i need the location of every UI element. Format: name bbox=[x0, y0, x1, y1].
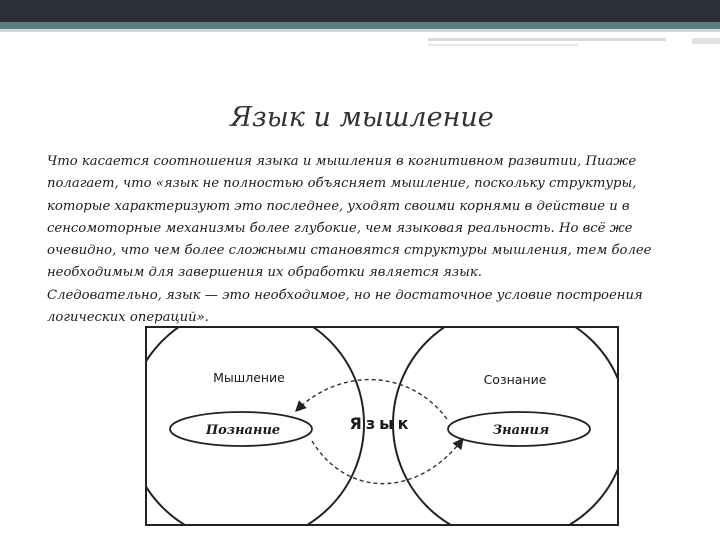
decorative-line bbox=[692, 38, 720, 44]
paragraph-line: которые характеризуют это последнее, уходят своими корнями в действие и в bbox=[47, 198, 630, 214]
body-paragraph bbox=[47, 151, 672, 329]
lower-arrow bbox=[312, 440, 462, 484]
venn-diagram bbox=[145, 326, 619, 526]
paragraph-line: сенсомоторные механизмы более глубокие, чем языковая реальность. Но всё же bbox=[47, 220, 633, 236]
decorative-line bbox=[428, 44, 578, 46]
diagram-svg bbox=[147, 328, 617, 524]
slide-title: Язык и мышление bbox=[230, 102, 494, 133]
paragraph-line: логических операций». bbox=[47, 310, 209, 326]
top-accent-stripe bbox=[0, 22, 720, 29]
right-circle-label: Сознание bbox=[483, 372, 547, 387]
paragraph-line: Следовательно, язык — это необходимое, но не достаточное условие построения bbox=[47, 287, 643, 303]
paragraph-line: очевидно, что чем более сложными становятся структуры мышления, тем более bbox=[47, 243, 652, 259]
center-label: Язык bbox=[349, 414, 413, 433]
left-circle-label: Мышление bbox=[213, 370, 285, 385]
decorative-line bbox=[428, 38, 666, 41]
right-ellipse-label: Знания bbox=[492, 423, 550, 438]
top-accent-stripe-light bbox=[0, 29, 720, 32]
left-ellipse-label: Познание bbox=[205, 423, 281, 438]
paragraph-line: полагает, что «язык не полностью объясняет мышление, поскольку структуры, bbox=[47, 176, 637, 192]
paragraph-line: необходимым для завершения их обработки является язык. bbox=[47, 265, 482, 281]
top-bar bbox=[0, 0, 720, 22]
paragraph-line: Что касается соотношения языка и мышления в когнитивном развитии, Пиаже bbox=[47, 154, 637, 169]
